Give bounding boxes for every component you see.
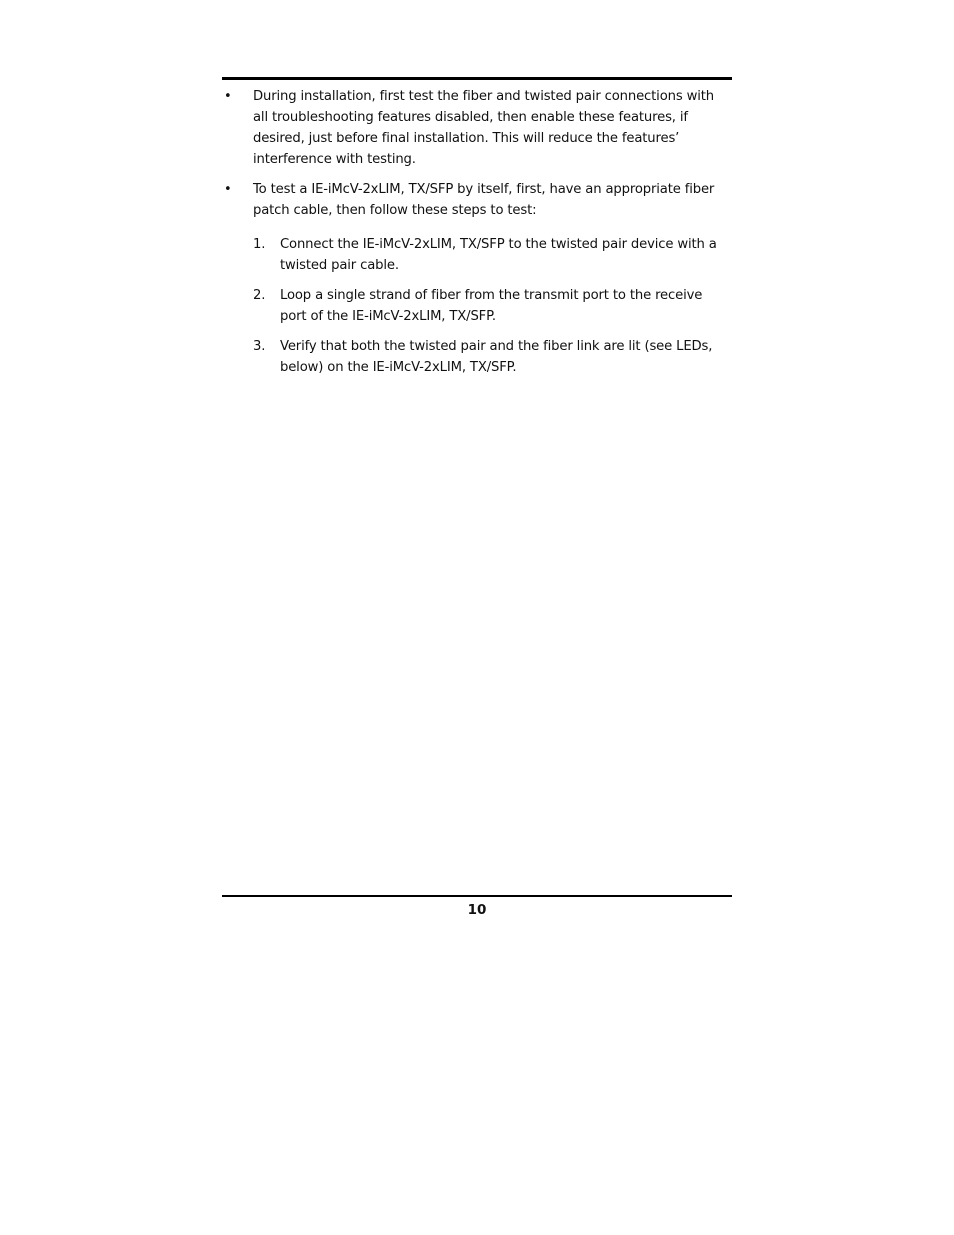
step-text: Loop a single strand of fiber from the transmit port to the receive port of the IE-iMcV-2xLIM, TX/SFP. [280,288,703,324]
step-number: 1. [253,237,266,252]
bullet-marker: • [224,89,232,104]
page-content [222,86,732,387]
header-rule [222,77,732,80]
step-number: 2. [253,288,266,303]
bullet-text: During installation, first test the fiber and twisted pair connections with all troubleshooting features disabled, then enable these features, if desired, just before final installation. This will reduce the features’ interference with testing. [253,89,714,167]
step-text: Verify that both the twisted pair and the fiber link are lit (see LEDs, below) on the IE-iMcV-2xLIM, TX/SFP. [280,339,713,375]
step-text: Connect the IE-iMcV-2xLIM, TX/SFP to the twisted pair device with a twisted pair cable. [280,237,717,273]
numbered-steps-list [253,234,732,378]
bullet-text: To test a IE-iMcV-2xLIM, TX/SFP by itself, first, have an appropriate fiber patch cable, then follow these steps to test: [253,182,715,218]
page-number: 10 [467,902,487,918]
step-item-1 [253,234,732,276]
step-item-3 [253,336,732,378]
footer-rule [222,895,732,897]
bullet-marker: • [224,182,232,197]
bullet-item-testing-order [222,86,732,170]
step-item-2 [253,285,732,327]
bullet-item-standalone-test [222,179,732,221]
step-number: 3. [253,339,266,354]
